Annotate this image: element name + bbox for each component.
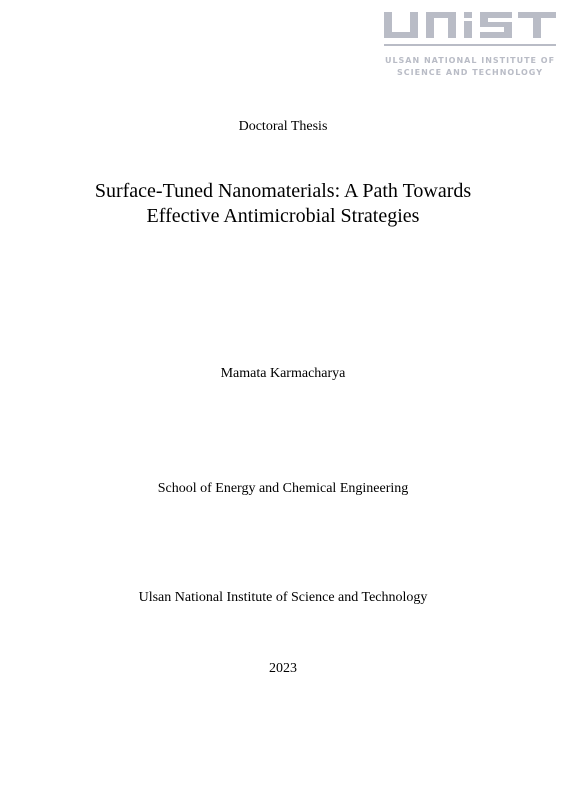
logo-tagline-line2: SCIENCE AND TECHNOLOGY — [397, 68, 543, 77]
thesis-title-line1: Surface-Tuned Nanomaterials: A Path Towards — [94, 180, 472, 202]
unist-logo — [382, 10, 558, 80]
thesis-title-line2: Effective Antimicrobial Strategies — [146, 205, 420, 227]
school-name: School of Energy and Chemical Engineering — [157, 481, 409, 496]
author-name: Mamata Karmacharya — [220, 366, 346, 381]
thesis-year: 2023 — [269, 661, 297, 676]
thesis-title — [0, 179, 566, 229]
logo-tagline-line1: ULSAN NATIONAL INSTITUTE OF — [384, 56, 556, 65]
thesis-type-label: Doctoral Thesis — [238, 119, 328, 134]
institute-name: Ulsan National Institute of Science and Technology — [138, 590, 428, 605]
unist-wordmark-icon — [382, 10, 558, 52]
